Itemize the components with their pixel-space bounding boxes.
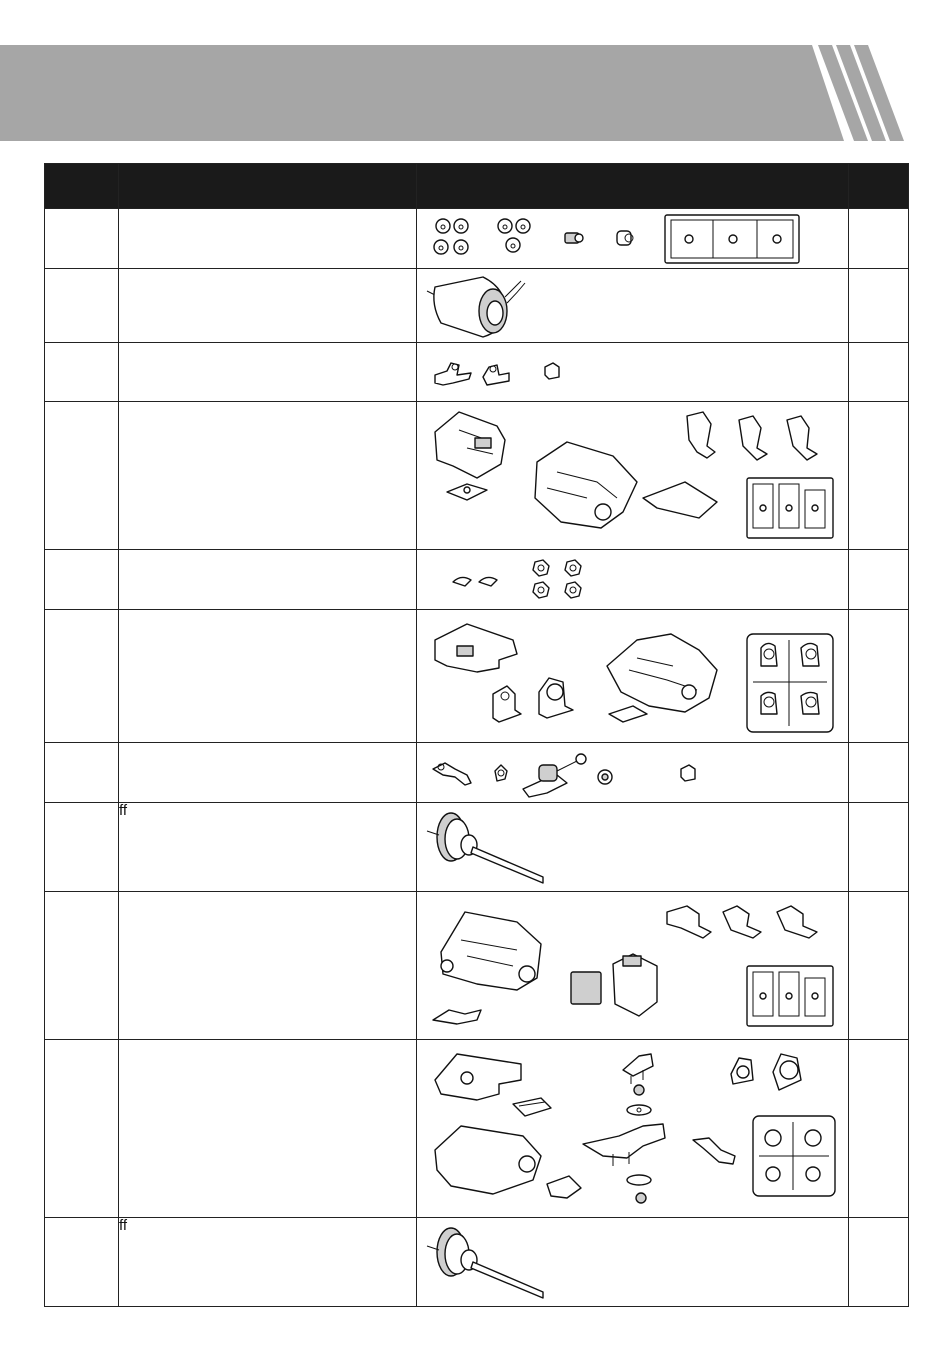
gearbox-housing-set-b-icon	[417, 610, 848, 743]
table-row	[45, 402, 909, 550]
table-row	[45, 209, 909, 269]
row-code	[45, 892, 119, 1040]
table-row	[45, 743, 909, 803]
row-quantity	[849, 402, 909, 550]
header-cell-description	[119, 164, 417, 209]
row-description	[119, 610, 417, 743]
row-description: ff	[119, 1218, 417, 1307]
row-description	[119, 269, 417, 343]
row-quantity	[849, 269, 909, 343]
row-code	[45, 209, 119, 269]
row-illustration	[417, 550, 849, 610]
link-parts-icon	[417, 743, 848, 803]
header-cell-code	[45, 164, 119, 209]
row-description	[119, 892, 417, 1040]
row-description	[119, 743, 417, 803]
row-code	[45, 402, 119, 550]
row-quantity	[849, 1218, 909, 1307]
row-code	[45, 803, 119, 892]
row-quantity	[849, 550, 909, 610]
row-description	[119, 1040, 417, 1218]
row-illustration	[417, 343, 849, 402]
row-illustration	[417, 892, 849, 1040]
table-row	[45, 343, 909, 402]
washers-pinion-bearing-sprue-icon	[417, 209, 848, 269]
row-illustration	[417, 269, 849, 343]
motor-icon	[417, 269, 848, 343]
row-quantity	[849, 803, 909, 892]
motor-clips-icon	[417, 343, 848, 402]
header-cell-quantity	[849, 164, 909, 209]
row-description	[119, 402, 417, 550]
table-row	[45, 610, 909, 743]
row-quantity	[849, 743, 909, 803]
row-illustration	[417, 1218, 849, 1307]
row-code	[45, 610, 119, 743]
table-row	[45, 269, 909, 343]
header-banner	[0, 45, 950, 141]
nuts-clips-icon	[417, 550, 848, 610]
table-row	[45, 550, 909, 610]
header-band	[0, 45, 812, 141]
row-code	[45, 550, 119, 610]
row-code	[45, 269, 119, 343]
row-illustration	[417, 209, 849, 269]
differential-gear-shaft-icon	[417, 803, 848, 892]
parts-list-table	[44, 163, 909, 1307]
row-description	[119, 343, 417, 402]
row-illustration	[417, 402, 849, 550]
table-header-row	[45, 164, 909, 209]
row-quantity	[849, 892, 909, 1040]
table-row	[45, 803, 909, 892]
gearbox-housing-set-c-icon	[417, 892, 848, 1040]
row-illustration	[417, 743, 849, 803]
row-code	[45, 1218, 119, 1307]
header-cell-illustration	[417, 164, 849, 209]
row-description	[119, 550, 417, 610]
row-illustration	[417, 803, 849, 892]
row-quantity	[849, 610, 909, 743]
row-quantity	[849, 1040, 909, 1218]
row-illustration	[417, 610, 849, 743]
gearbox-housing-set-icon	[417, 402, 848, 550]
table-row	[45, 1040, 909, 1218]
row-description	[119, 209, 417, 269]
row-illustration	[417, 1040, 849, 1218]
row-quantity	[849, 343, 909, 402]
row-code	[45, 743, 119, 803]
row-code	[45, 343, 119, 402]
row-code	[45, 1040, 119, 1218]
row-quantity	[849, 209, 909, 269]
differential-gear-shaft-icon	[417, 1218, 848, 1307]
table-row	[45, 1218, 909, 1307]
table-row	[45, 892, 909, 1040]
row-description: ff	[119, 803, 417, 892]
gearbox-housing-set-d-icon	[417, 1040, 848, 1218]
